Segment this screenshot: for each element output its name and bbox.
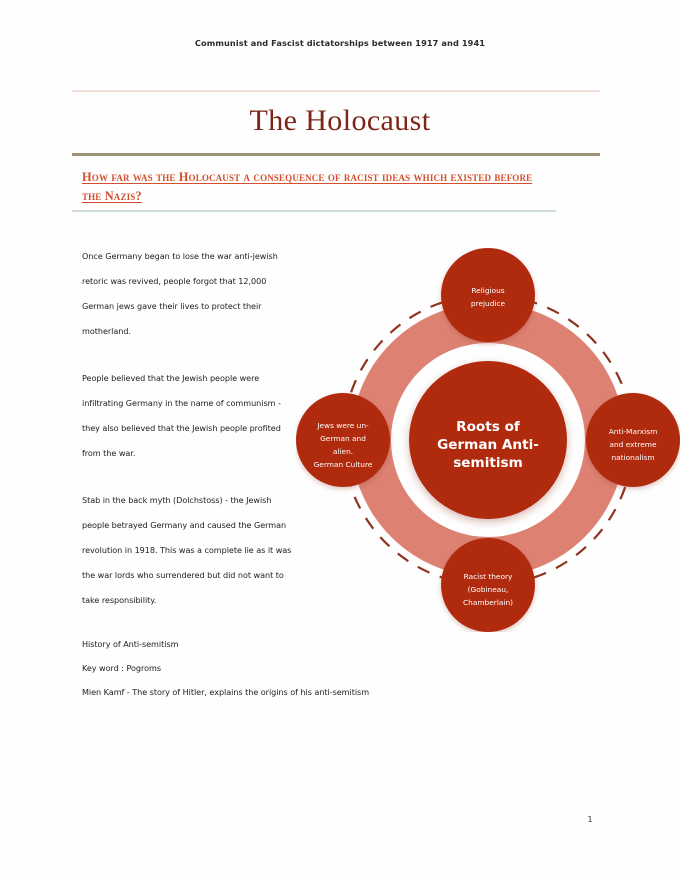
title-rule-bottom [72, 153, 600, 156]
node-label-line: (Gobineau, [467, 585, 509, 594]
paragraph: Once Germany began to lose the war anti-jewish retoric was revived, people forgot that 12,000 German jews gave their lives to protect their motherland. [82, 251, 278, 336]
radial-diagram [296, 248, 680, 632]
node-label-line: alien. [332, 447, 354, 456]
page-number: 1 [587, 815, 593, 824]
note-item: History of Anti-semitism [82, 639, 179, 649]
node-label-line: Anti-Marxism [608, 427, 658, 436]
paragraph: Stab in the back myth (Dolchstoss) - the Jewish people betrayed Germany and caused the German revolution in 1918. This was a complete lie as it was the war lords who surrendered but did not want to take responsibility. [82, 495, 292, 605]
section-heading [82, 168, 552, 206]
note-item: Key word : Pogroms [82, 663, 161, 673]
diagram-node-top [441, 248, 535, 342]
node-label-line: Jews were un- [317, 421, 369, 430]
node-label-line: German and [320, 434, 366, 443]
body-text-column [82, 244, 294, 635]
section-heading-text: How far was the Holocaust a consequence of racist ideas which existed before the Nazis? [82, 170, 533, 203]
diagram-node-bottom-label [463, 572, 513, 607]
paragraph: People believed that the Jewish people were infiltrating Germany in the name of communism - they also believed that the Jewish people profited from the war. [82, 373, 281, 458]
node-label-line: German Culture [313, 460, 373, 469]
running-header: Communist and Fascist dictatorships between 1917 and 1941 [194, 38, 486, 48]
notes-list [82, 632, 502, 704]
node-label-line: Chamberlain) [462, 598, 514, 607]
node-label-line: Religious [471, 286, 505, 295]
center-label-line: Roots of [456, 419, 520, 435]
node-label-line: nationalism [611, 453, 655, 462]
title-rule-top [72, 90, 600, 92]
center-label-line: German Anti- [437, 437, 539, 453]
node-label-line: prejudice [470, 299, 506, 308]
note-item: Mien Kamf - The story of Hitler, explains the origins of his anti-semitism [82, 687, 370, 697]
center-label-line: semitism [453, 455, 523, 471]
node-label-line: and extreme [609, 440, 657, 449]
diagram-node-right-label [609, 427, 658, 462]
node-label-line: Racist theory [463, 572, 513, 581]
page-title: The Holocaust [249, 104, 431, 137]
section-heading-rule [72, 210, 556, 212]
